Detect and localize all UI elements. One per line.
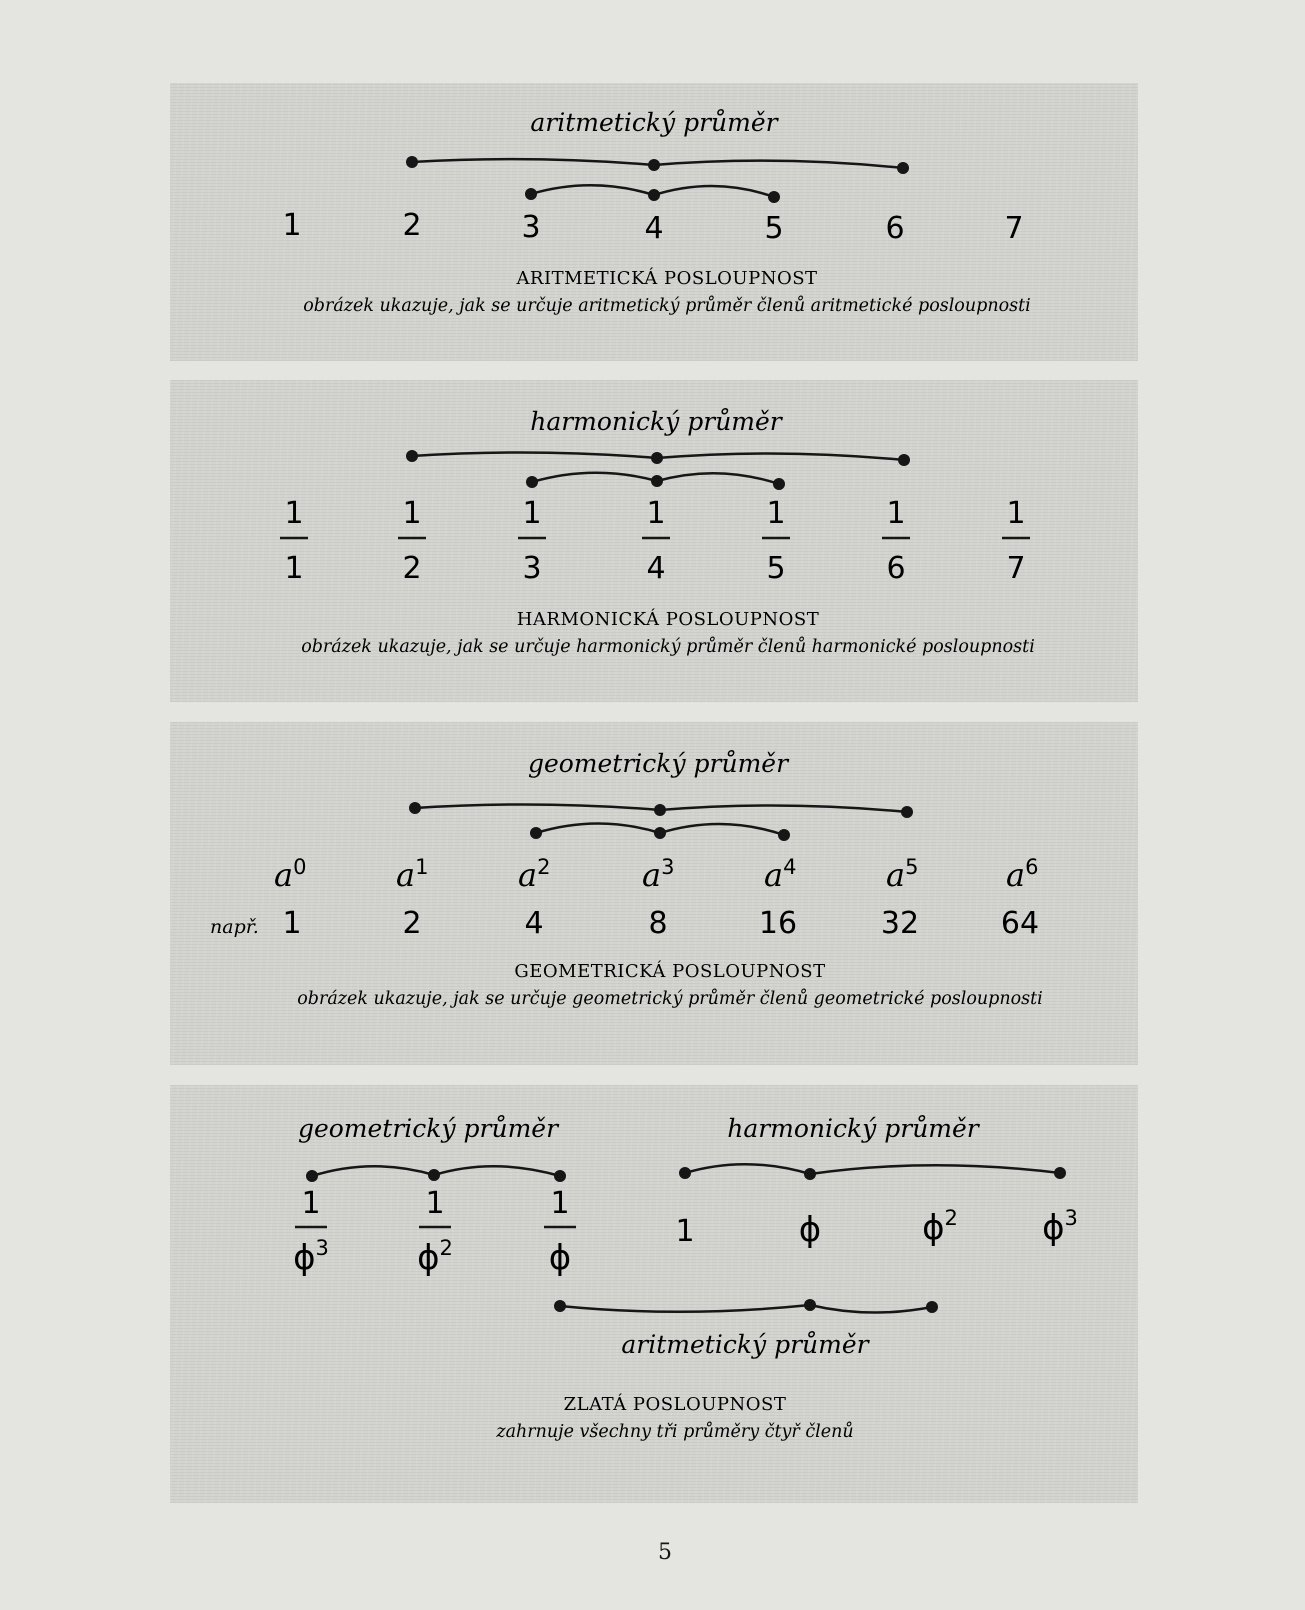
term: 1 [282,208,302,243]
harmonic-diagram [170,380,1138,702]
arithmetic-caption: ARITMETICKÁ POSLOUPNOST [516,268,818,289]
denominator: 3 [522,551,542,586]
denominator: 1 [284,551,304,586]
golden-sequence-panel [170,1085,1138,1503]
example-value: 4 [524,906,544,941]
fraction-one-over-phi-squared [417,1186,453,1278]
harmonic-caption: HARMONICKÁ POSLOUPNOST [516,609,820,630]
denominator: 7 [1006,551,1026,586]
denominator: ϕ3 [293,1236,329,1278]
harmonic-fractions [280,496,1030,586]
denominator: 6 [886,551,906,586]
denominator: ϕ2 [417,1236,453,1278]
term: 3 [521,210,541,245]
power-term: a6 [1006,855,1039,894]
numerator: 1 [402,496,422,531]
golden-caption: ZLATÁ POSLOUPNOST [563,1394,787,1415]
power-term: a3 [642,855,675,894]
golden-fractions [293,1186,576,1278]
golden-geometric-label: geometrický průměr [297,1114,559,1143]
golden-description: zahrnuje všechny tři průměry čtyř členů [496,1422,854,1442]
golden-diagram [170,1085,1138,1503]
fraction [518,496,546,586]
fraction [1002,496,1030,586]
golden-term: 1 [675,1214,695,1249]
example-value: 64 [1000,906,1040,941]
numerator: 1 [1006,496,1026,531]
numerator: 1 [425,1186,445,1221]
denominator: 5 [766,551,786,586]
term: 2 [402,208,422,243]
term: 7 [1004,211,1024,246]
fraction [642,496,670,586]
numerator: 1 [766,496,786,531]
numerator: 1 [301,1186,321,1221]
power-term: a1 [396,855,429,894]
geometric-powers [274,855,1038,894]
golden-term: ϕ [798,1210,822,1250]
geometric-mean-label: geometrický průměr [527,749,789,778]
power-term: a4 [764,855,797,894]
arithmetic-terms [282,208,1023,246]
geometric-examples [282,906,1039,941]
fraction [882,496,910,586]
example-value: 1 [282,906,302,941]
numerator: 1 [284,496,304,531]
geometric-diagram [170,722,1138,1065]
denominator: 2 [402,551,422,586]
page-number: 5 [658,1540,672,1565]
term: 4 [644,211,664,246]
example-value: 32 [880,906,920,941]
power-term: a5 [886,855,919,894]
geometric-description: obrázek ukazuje, jak se určuje geometrický průměr členů geometrické posloupnosti [297,989,1043,1009]
denominator: ϕ [548,1238,572,1278]
arithmetic-diagram [170,83,1138,361]
example-value: 2 [402,906,422,941]
example-value: 8 [648,906,668,941]
golden-arithmetic-label: aritmetický průměr [621,1330,869,1359]
fraction-one-over-phi-cubed [293,1186,329,1278]
golden-term: ϕ2 [922,1206,958,1248]
golden-right-terms [675,1206,1077,1250]
arithmetic-description: obrázek ukazuje, jak se určuje aritmetický průměr členů aritmetické posloupnosti [303,296,1031,316]
denominator: 4 [646,551,666,586]
example-value: 16 [758,906,798,941]
golden-harmonic-label: harmonický průměr [727,1114,979,1143]
numerator: 1 [550,1186,570,1221]
fraction [762,496,790,586]
fraction [398,496,426,586]
harmonic-mean-label: harmonický průměr [530,407,782,436]
arithmetic-sequence-panel [170,83,1138,361]
fraction-one-over-phi [544,1186,576,1278]
harmonic-sequence-panel [170,380,1138,702]
example-label: např. [210,916,259,938]
term: 6 [885,211,905,246]
numerator: 1 [646,496,666,531]
numerator: 1 [522,496,542,531]
power-term: a2 [518,855,551,894]
arithmetic-mean-label: aritmetický průměr [530,108,778,137]
geometric-caption: GEOMETRICKÁ POSLOUPNOST [514,961,826,982]
numerator: 1 [886,496,906,531]
term: 5 [764,211,784,246]
harmonic-description: obrázek ukazuje, jak se určuje harmonický průměr členů harmonické posloupnosti [301,637,1035,657]
fraction [280,496,308,586]
golden-term: ϕ3 [1042,1206,1078,1248]
geometric-sequence-panel [170,722,1138,1065]
power-term: a0 [274,855,307,894]
